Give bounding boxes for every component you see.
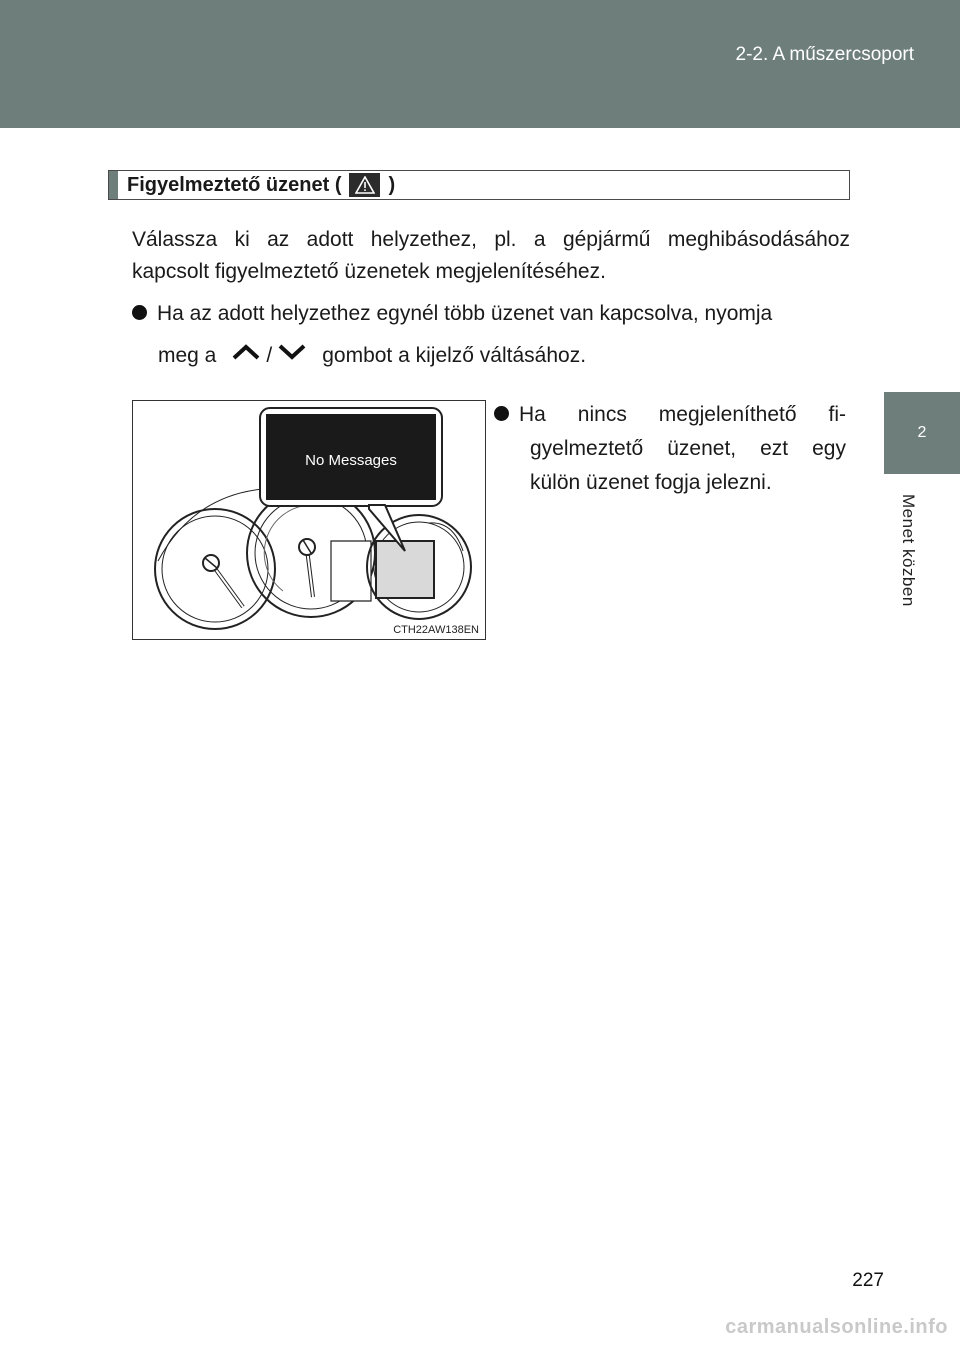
chapter-tab: [884, 392, 960, 474]
watermark: carmanualsonline.info: [725, 1316, 948, 1338]
bullet-dot-2: [494, 406, 509, 421]
bullet1-text-post: gombot a kijelző váltásához.: [322, 344, 587, 367]
heading-accent: [109, 171, 118, 199]
subsection-heading: [108, 170, 850, 200]
chevron-up-icon: [230, 340, 262, 372]
bullet1-line-1: Ha az adott helyzethez egynél több üzenet van kapcsolva, nyomja: [157, 302, 773, 325]
figure-code: CTH22AW138EN: [393, 624, 479, 636]
chevron-separator: /: [266, 344, 273, 367]
intro-line-2: kapcsolt figyelmeztető üzenetek megjelenítéséhez.: [132, 260, 606, 283]
bullet-dot: [132, 305, 147, 320]
bullet-no-messages: [494, 398, 846, 500]
header-band: [0, 0, 960, 128]
chapter-label: Menet közben: [899, 494, 918, 607]
bullet2-line-2: gyelmeztető üzenet, ezt egy: [530, 437, 846, 460]
chevron-down-icon: [276, 340, 308, 372]
bullet2-line-1: Ha nincs megjeleníthető fi-: [519, 403, 846, 426]
bullet1-text-pre: meg a: [158, 344, 217, 367]
warning-icon: [349, 173, 380, 197]
chapter-number: 2: [917, 424, 927, 441]
bullet1-line-2: [158, 340, 586, 372]
bullet2-line-3: külön üzenet fogja jelezni.: [530, 471, 772, 494]
intro-line-1: Válassza ki az adott helyzethez, pl. a gépjármű meghibásodásához: [132, 228, 850, 251]
heading-text: [127, 173, 395, 197]
instrument-cluster-illustration: [132, 400, 486, 640]
heading-prefix: Figyelmeztető üzenet (: [127, 173, 342, 196]
page-number: 227: [852, 1270, 884, 1291]
intro-paragraph: [132, 224, 850, 288]
screen-message: No Messages: [305, 452, 397, 469]
bullet-multiple-messages: [132, 298, 850, 367]
heading-suffix: ): [388, 173, 396, 196]
section-title: 2-2. A műszercsoport: [735, 44, 914, 65]
